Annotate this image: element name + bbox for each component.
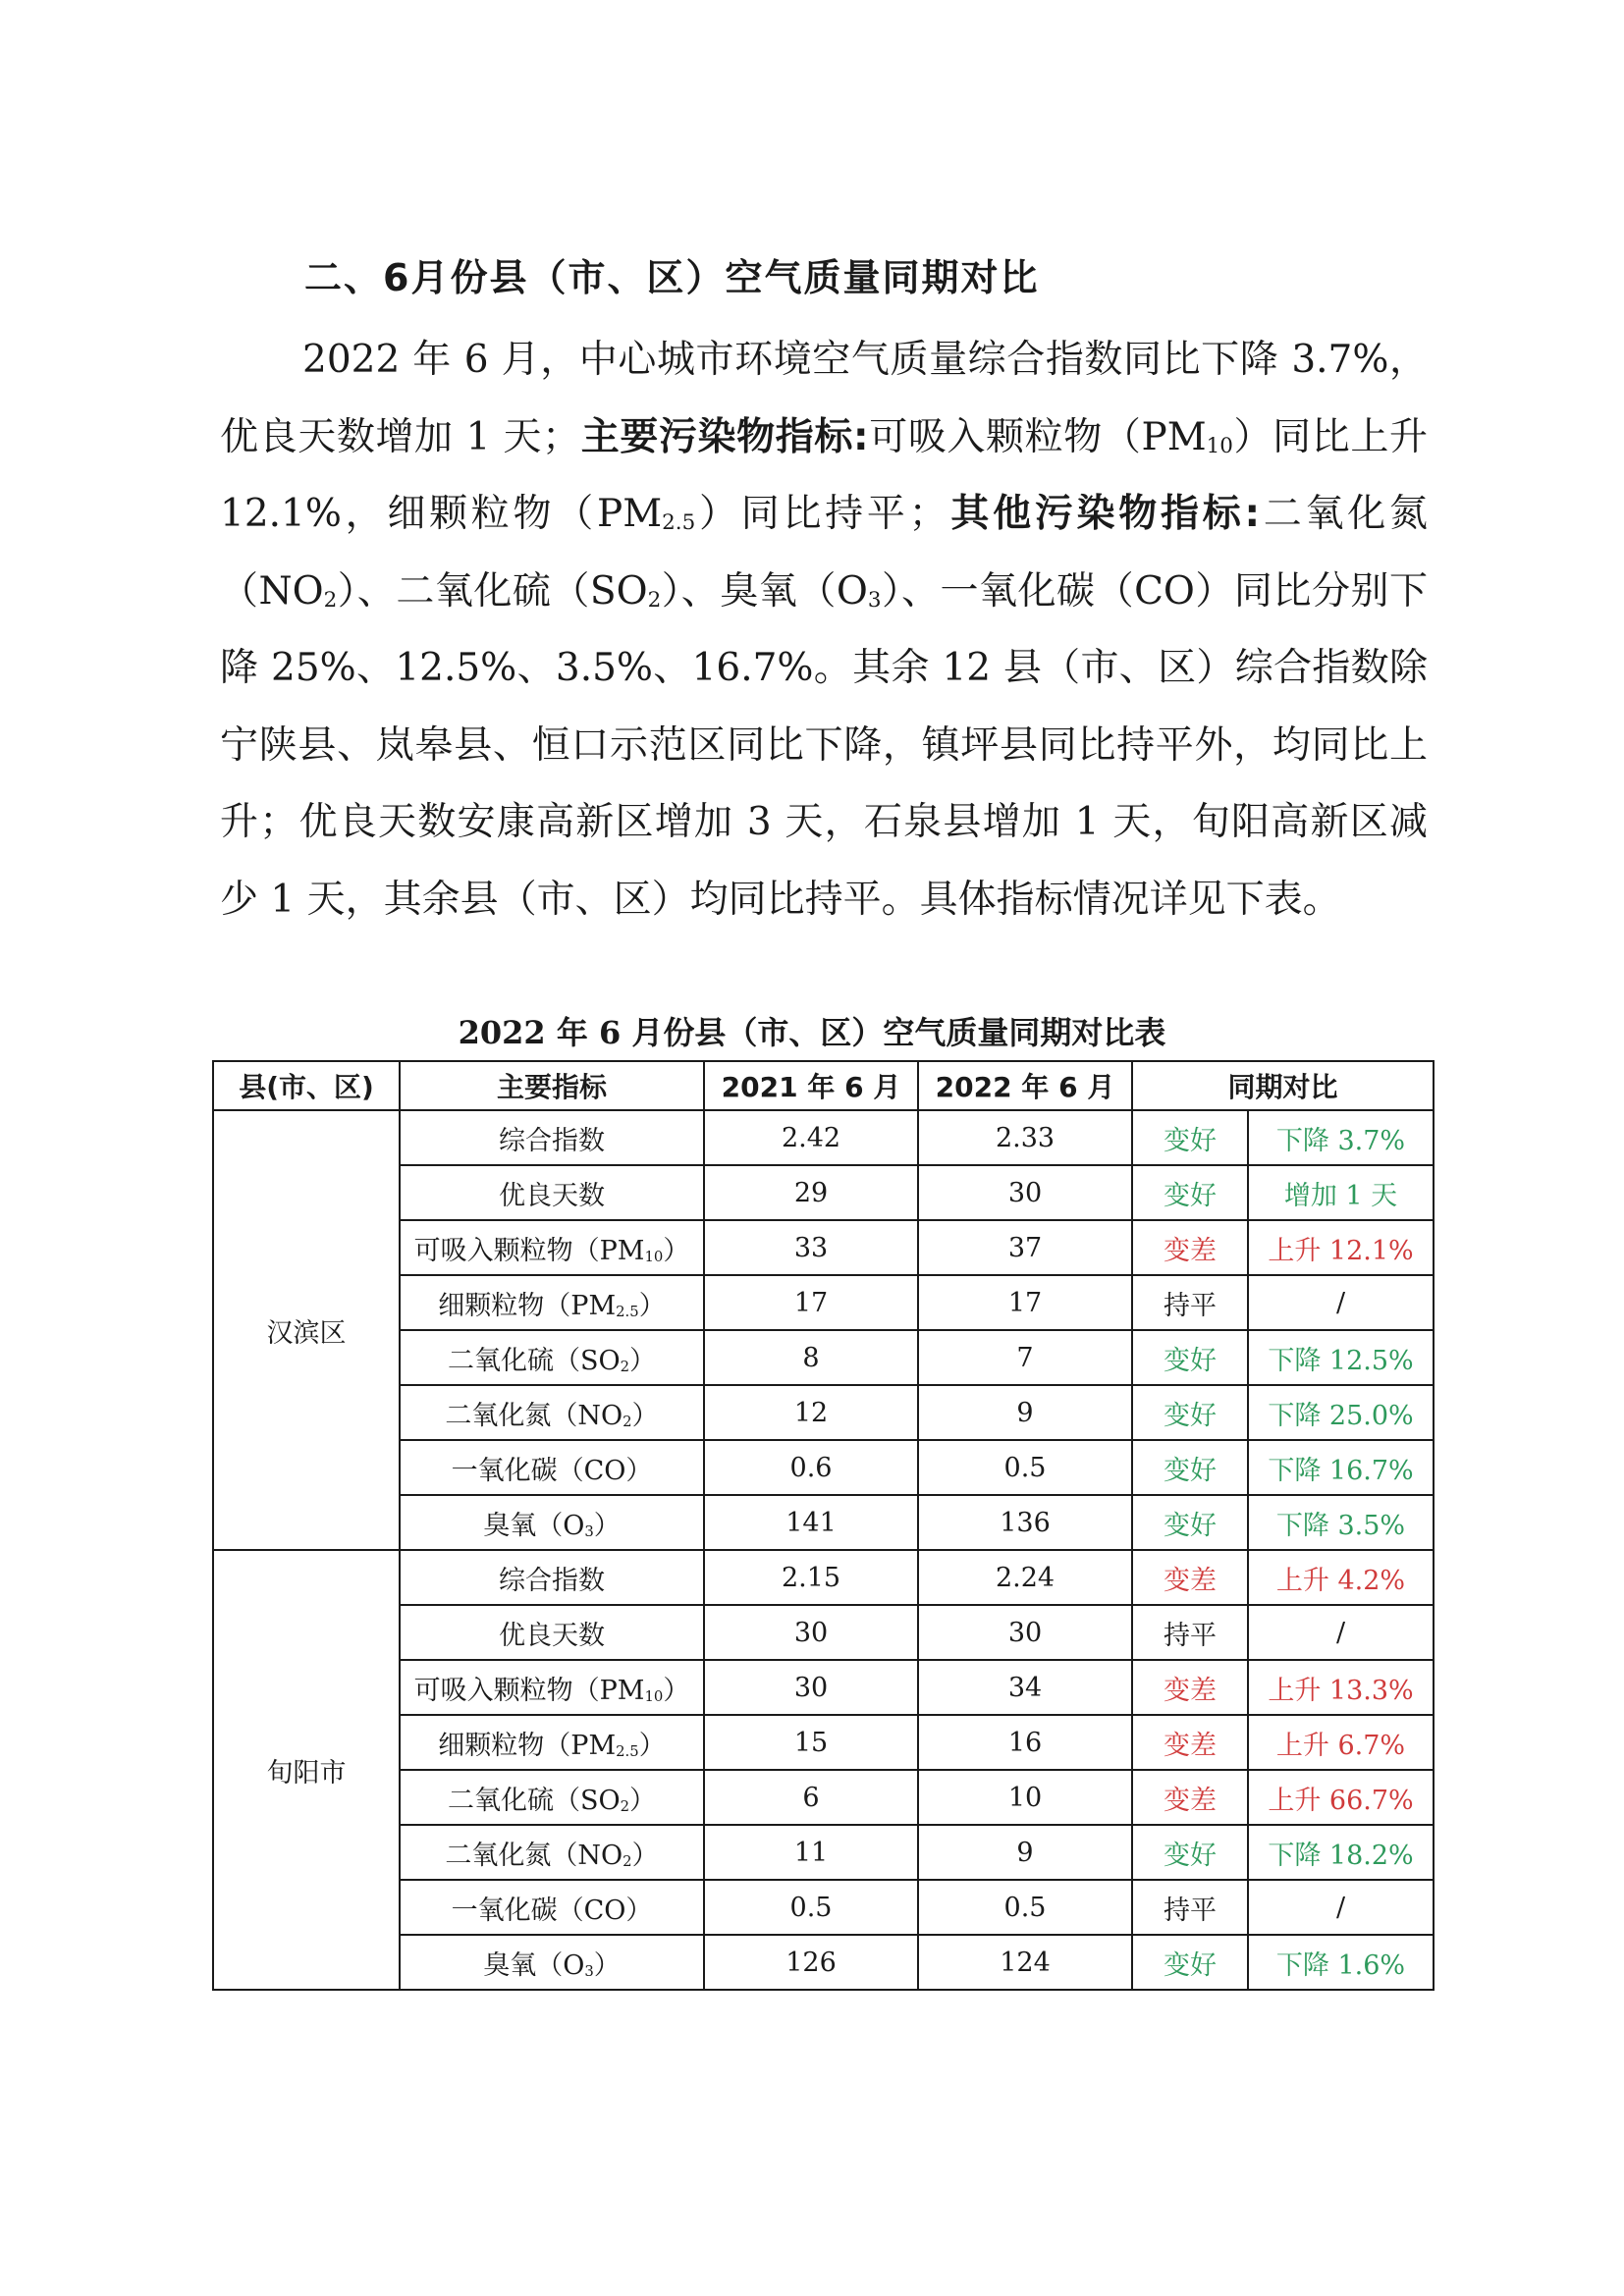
change-cell: 增加 1 天 bbox=[1248, 1165, 1434, 1220]
value-2021-cell: 0.5 bbox=[704, 1880, 918, 1935]
value-2022-cell: 37 bbox=[918, 1220, 1132, 1275]
indicator-name: 一氧化碳（CO） bbox=[451, 1895, 653, 1926]
value-2021-cell: 2.42 bbox=[704, 1110, 918, 1165]
trend-cell: 变好 bbox=[1132, 1165, 1248, 1220]
trend-cell: 变好 bbox=[1132, 1495, 1248, 1550]
paragraph-text: ）同比持平； bbox=[695, 492, 947, 536]
value-2022-cell: 16 bbox=[918, 1715, 1132, 1770]
value-2021-cell: 30 bbox=[704, 1660, 918, 1715]
indicator-subscript: 2.5 bbox=[616, 1302, 639, 1320]
indicator-name: 二氧化硫（SO bbox=[447, 1785, 621, 1816]
indicator-suffix: ） bbox=[593, 1949, 621, 1981]
key-pollutant-label: 主要污染物指标: bbox=[580, 414, 869, 459]
indicator-suffix: ） bbox=[663, 1235, 690, 1266]
trend-cell: 变差 bbox=[1132, 1220, 1248, 1275]
change-cell: 上升 66.7% bbox=[1248, 1770, 1434, 1825]
value-2022-cell: 2.24 bbox=[918, 1550, 1132, 1605]
change-cell: 下降 1.6% bbox=[1248, 1935, 1434, 1990]
indicator-cell bbox=[400, 1440, 704, 1495]
trend-cell: 变好 bbox=[1132, 1440, 1248, 1495]
subscript: 2 bbox=[323, 587, 338, 613]
other-pollutant-label: 其他污染物指标: bbox=[947, 492, 1261, 536]
indicator-suffix: ） bbox=[663, 1675, 690, 1706]
comparison-table bbox=[212, 1060, 1435, 1991]
indicator-subscript: 10 bbox=[644, 1686, 664, 1705]
change-cell: 下降 3.5% bbox=[1248, 1495, 1434, 1550]
value-2021-cell: 33 bbox=[704, 1220, 918, 1275]
indicator-name: 细颗粒物（PM bbox=[438, 1290, 617, 1321]
indicator-cell bbox=[400, 1880, 704, 1935]
indicator-name: 二氧化氮（NO bbox=[445, 1840, 623, 1871]
paragraph-text: ）、臭氧（O bbox=[661, 568, 868, 614]
trend-cell: 变好 bbox=[1132, 1330, 1248, 1385]
indicator-cell bbox=[400, 1550, 704, 1605]
value-2022-cell: 34 bbox=[918, 1660, 1132, 1715]
indicator-suffix: ） bbox=[638, 1290, 666, 1321]
indicator-name: 综合指数 bbox=[499, 1125, 605, 1156]
indicator-subscript: 2 bbox=[620, 1357, 630, 1375]
indicator-cell bbox=[400, 1935, 704, 1990]
value-2021-cell: 126 bbox=[704, 1935, 918, 1990]
change-cell: 上升 4.2% bbox=[1248, 1550, 1434, 1605]
indicator-suffix: ） bbox=[631, 1840, 659, 1871]
value-2021-cell: 11 bbox=[704, 1825, 918, 1880]
change-cell: 下降 16.7% bbox=[1248, 1440, 1434, 1495]
trend-cell: 变差 bbox=[1132, 1660, 1248, 1715]
table-title: 2022 年 6 月份县（市、区）空气质量同期对比表 bbox=[458, 1014, 1166, 1051]
value-2022-cell: 17 bbox=[918, 1275, 1132, 1330]
change-cell: 上升 6.7% bbox=[1248, 1715, 1434, 1770]
change-cell: 下降 25.0% bbox=[1248, 1385, 1434, 1440]
indicator-cell bbox=[400, 1220, 704, 1275]
paragraph-text: 2022 年 6 月，中心城市环境空气质量综合指数同比下降 3.7%，优良天数增加 1 天； bbox=[220, 338, 1428, 459]
paragraph-text: 可吸入颗粒物（PM bbox=[868, 414, 1207, 459]
value-2022-cell: 9 bbox=[918, 1825, 1132, 1880]
county-cell: 旬阳市 bbox=[213, 1550, 400, 1990]
trend-cell: 持平 bbox=[1132, 1605, 1248, 1660]
change-cell: / bbox=[1248, 1275, 1434, 1330]
indicator-subscript: 2 bbox=[620, 1796, 630, 1815]
indicator-cell bbox=[400, 1770, 704, 1825]
value-2022-cell: 0.5 bbox=[918, 1440, 1132, 1495]
trend-cell: 持平 bbox=[1132, 1275, 1248, 1330]
indicator-name: 细颗粒物（PM bbox=[438, 1730, 617, 1761]
indicator-cell bbox=[400, 1605, 704, 1660]
value-2021-cell: 8 bbox=[704, 1330, 918, 1385]
value-2021-cell: 29 bbox=[704, 1165, 918, 1220]
trend-cell: 变好 bbox=[1132, 1385, 1248, 1440]
indicator-name: 可吸入颗粒物（PM bbox=[413, 1675, 645, 1706]
table-row bbox=[213, 1550, 1434, 1605]
indicator-name: 可吸入颗粒物（PM bbox=[413, 1235, 645, 1266]
header-2021: 2021 年 6 月 bbox=[704, 1061, 918, 1110]
indicator-suffix: ） bbox=[631, 1400, 659, 1431]
paragraph-text: ）同比上升 12.1%，细颗粒物（PM bbox=[220, 414, 1428, 536]
value-2021-cell: 141 bbox=[704, 1495, 918, 1550]
indicator-subscript: 2 bbox=[623, 1412, 632, 1430]
change-cell: 上升 12.1% bbox=[1248, 1220, 1434, 1275]
value-2021-cell: 12 bbox=[704, 1385, 918, 1440]
indicator-name: 臭氧（O bbox=[483, 1949, 585, 1981]
trend-cell: 变好 bbox=[1132, 1110, 1248, 1165]
change-cell: / bbox=[1248, 1880, 1434, 1935]
header-county: 县(市、区) bbox=[213, 1061, 400, 1110]
indicator-name: 优良天数 bbox=[499, 1180, 605, 1211]
indicator-cell bbox=[400, 1110, 704, 1165]
value-2022-cell: 10 bbox=[918, 1770, 1132, 1825]
indicator-suffix: ） bbox=[638, 1730, 666, 1761]
paragraph-text: ）、二氧化硫（SO bbox=[337, 568, 648, 614]
trend-cell: 变差 bbox=[1132, 1550, 1248, 1605]
header-2022: 2022 年 6 月 bbox=[918, 1061, 1132, 1110]
trend-cell: 变差 bbox=[1132, 1715, 1248, 1770]
indicator-cell bbox=[400, 1385, 704, 1440]
change-cell: 下降 18.2% bbox=[1248, 1825, 1434, 1880]
section-heading: 二、6月份县（市、区）空气质量同期对比 bbox=[304, 256, 1040, 299]
value-2022-cell: 30 bbox=[918, 1605, 1132, 1660]
trend-cell: 变差 bbox=[1132, 1770, 1248, 1825]
value-2021-cell: 6 bbox=[704, 1770, 918, 1825]
value-2022-cell: 136 bbox=[918, 1495, 1132, 1550]
value-2022-cell: 9 bbox=[918, 1385, 1132, 1440]
value-2022-cell: 7 bbox=[918, 1330, 1132, 1385]
indicator-cell bbox=[400, 1715, 704, 1770]
value-2022-cell: 124 bbox=[918, 1935, 1132, 1990]
indicator-cell bbox=[400, 1165, 704, 1220]
subscript: 2 bbox=[647, 587, 662, 613]
paragraph-text: 二氧化氮（NO bbox=[220, 492, 1428, 614]
paragraph-text: ）、一氧化碳（CO）同比分别下降 25%、12.5%、3.5%、16.7%。其余 12 县（市、区）综合指数除宁陕县、岚皋县、恒口示范区同比下降，镇坪县同比持平外，均同比上升；优良天数安康高新区增加 3 天，石泉县增加 1 天，旬阳高新区减少 1 天，其余县（市、区）均同比持平。具体指标情况详见下表。 bbox=[220, 568, 1428, 922]
indicator-cell bbox=[400, 1660, 704, 1715]
value-2021-cell: 17 bbox=[704, 1275, 918, 1330]
trend-cell: 变好 bbox=[1132, 1935, 1248, 1990]
indicator-cell bbox=[400, 1275, 704, 1330]
header-indicator: 主要指标 bbox=[400, 1061, 704, 1110]
county-cell: 汉滨区 bbox=[213, 1110, 400, 1550]
header-compare: 同期对比 bbox=[1132, 1061, 1434, 1110]
value-2021-cell: 0.6 bbox=[704, 1440, 918, 1495]
indicator-cell bbox=[400, 1495, 704, 1550]
subscript: 10 bbox=[1206, 433, 1233, 458]
change-cell: 下降 12.5% bbox=[1248, 1330, 1434, 1385]
change-cell: / bbox=[1248, 1605, 1434, 1660]
indicator-cell bbox=[400, 1330, 704, 1385]
summary-paragraph bbox=[220, 322, 1428, 938]
trend-cell: 持平 bbox=[1132, 1880, 1248, 1935]
change-cell: 下降 3.7% bbox=[1248, 1110, 1434, 1165]
table-header-row bbox=[213, 1061, 1434, 1110]
indicator-name: 优良天数 bbox=[499, 1620, 605, 1651]
indicator-name: 臭氧（O bbox=[483, 1510, 585, 1541]
value-2022-cell: 2.33 bbox=[918, 1110, 1132, 1165]
subscript: 2.5 bbox=[662, 510, 696, 536]
table-body bbox=[213, 1110, 1434, 1990]
indicator-suffix: ） bbox=[629, 1345, 657, 1376]
indicator-subscript: 3 bbox=[584, 1522, 594, 1540]
indicator-subscript: 2 bbox=[623, 1851, 632, 1870]
indicator-name: 二氧化氮（NO bbox=[445, 1400, 623, 1431]
indicator-subscript: 10 bbox=[644, 1247, 664, 1265]
change-cell: 上升 13.3% bbox=[1248, 1660, 1434, 1715]
value-2021-cell: 2.15 bbox=[704, 1550, 918, 1605]
indicator-name: 二氧化硫（SO bbox=[447, 1345, 621, 1376]
indicator-name: 综合指数 bbox=[499, 1565, 605, 1596]
indicator-suffix: ） bbox=[593, 1510, 621, 1541]
indicator-subscript: 2.5 bbox=[616, 1741, 639, 1760]
table-row bbox=[213, 1110, 1434, 1165]
indicator-name: 一氧化碳（CO） bbox=[451, 1455, 653, 1486]
value-2021-cell: 30 bbox=[704, 1605, 918, 1660]
value-2021-cell: 15 bbox=[704, 1715, 918, 1770]
indicator-subscript: 3 bbox=[584, 1961, 594, 1980]
value-2022-cell: 30 bbox=[918, 1165, 1132, 1220]
trend-cell: 变好 bbox=[1132, 1825, 1248, 1880]
subscript: 3 bbox=[867, 587, 882, 613]
value-2022-cell: 0.5 bbox=[918, 1880, 1132, 1935]
indicator-cell bbox=[400, 1825, 704, 1880]
indicator-suffix: ） bbox=[629, 1785, 657, 1816]
